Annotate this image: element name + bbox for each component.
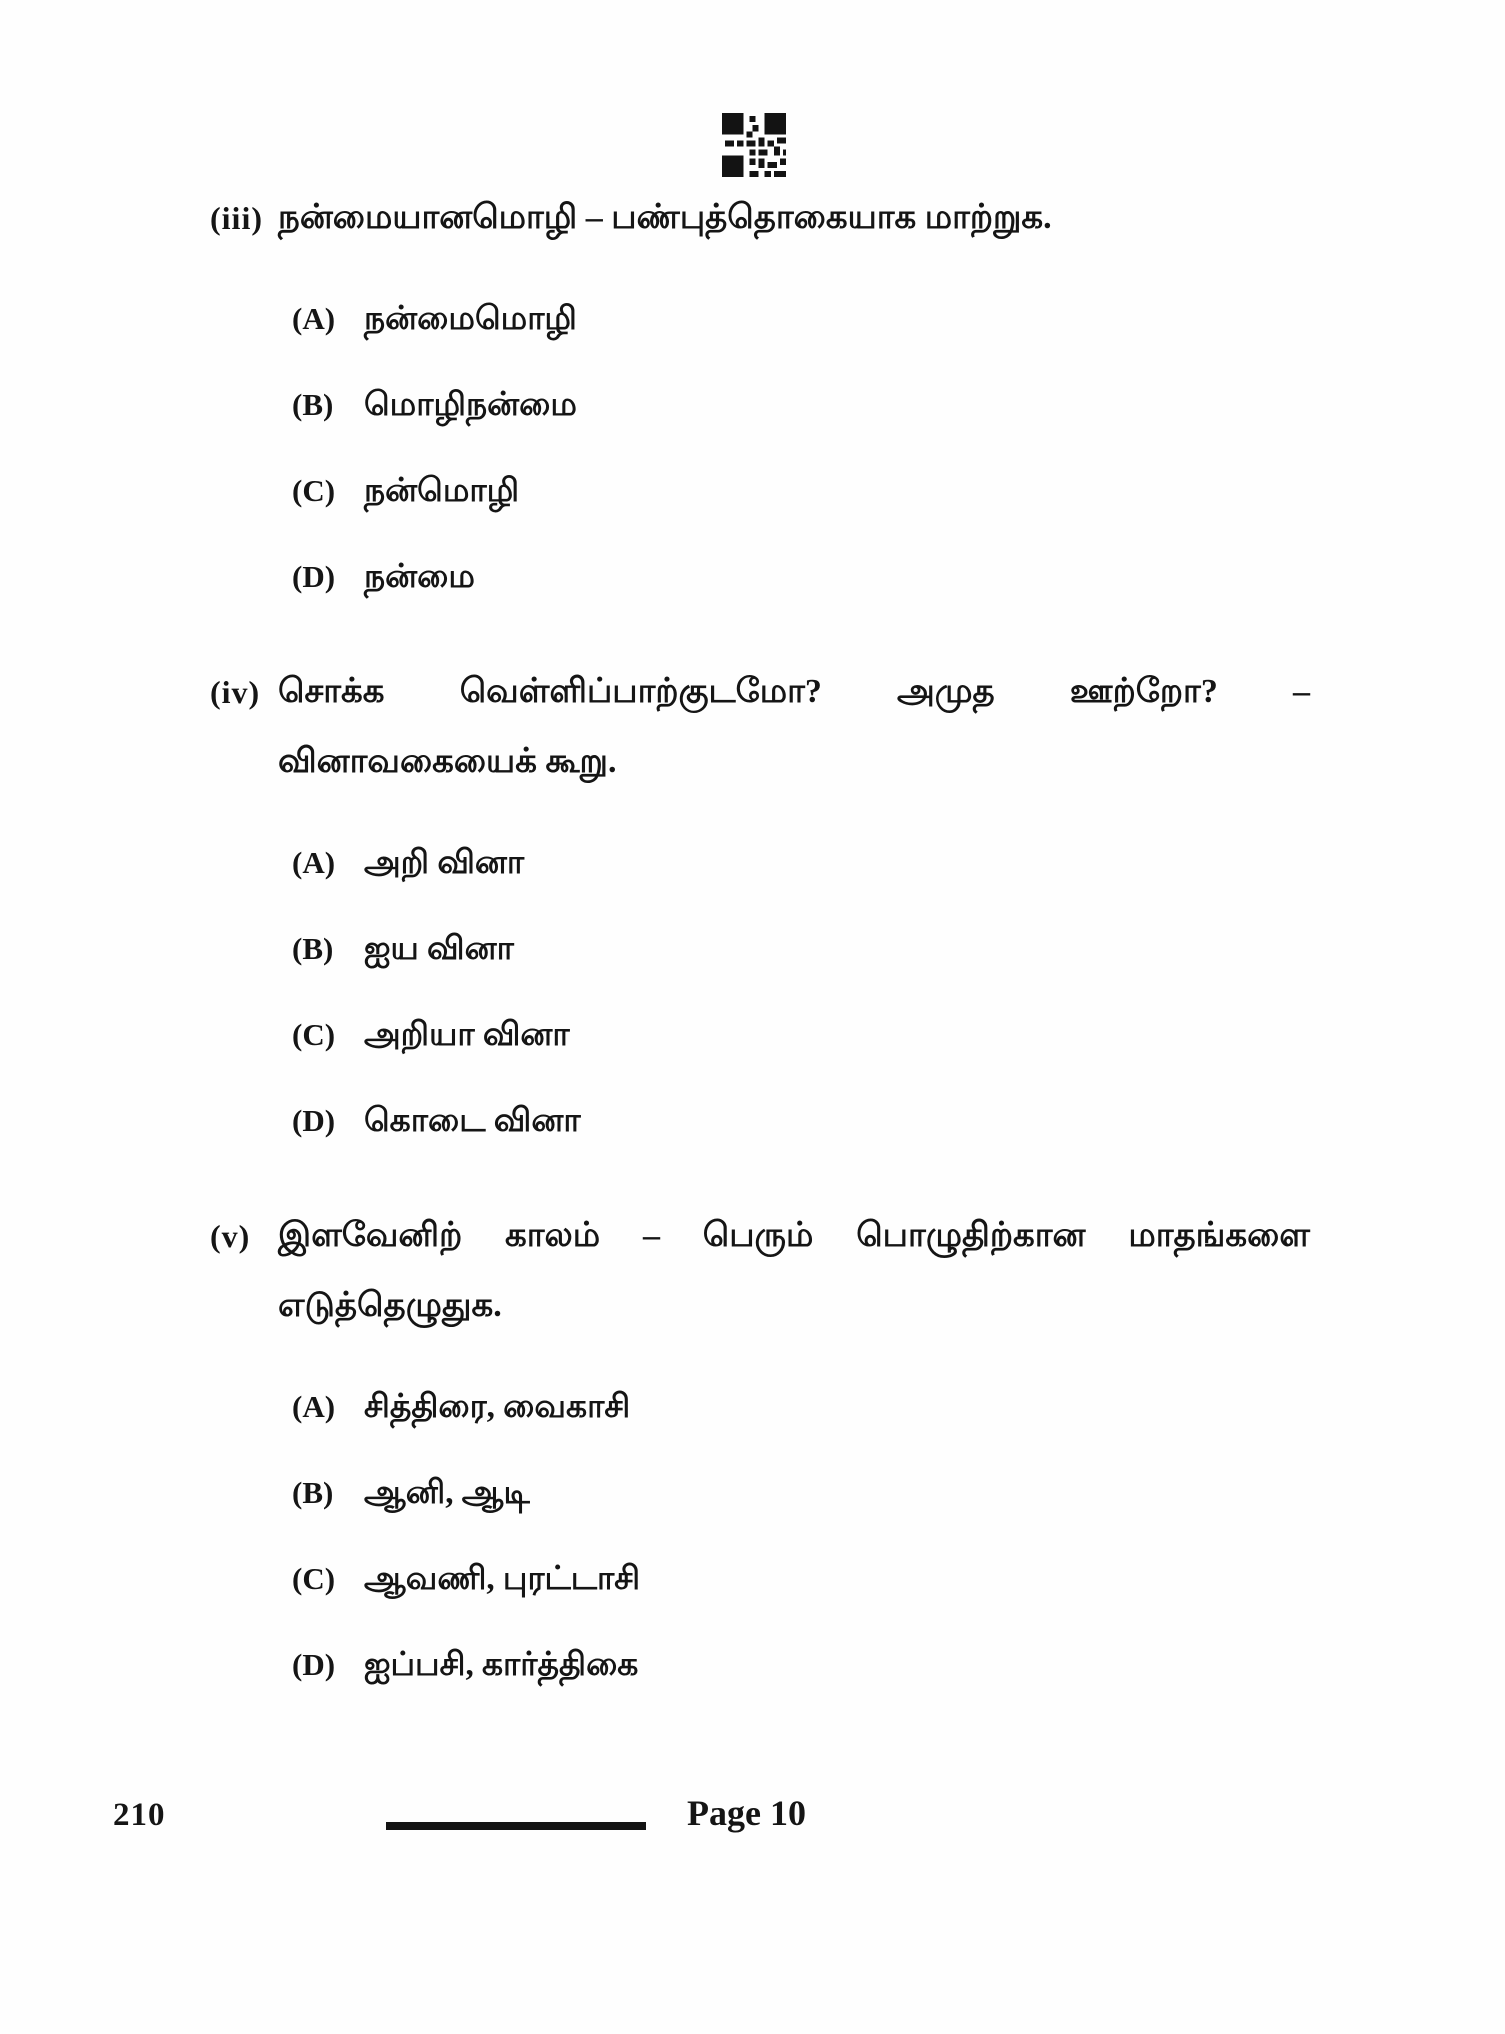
question-text-line: இளவேனிற் காலம் – பெரும் பொழுதிற்கான மாதங்களை <box>278 1217 1310 1254</box>
question-text-line: சொக்க வெள்ளிப்பாற்குடமோ? அமுத ஊற்றோ? – <box>278 673 1310 710</box>
qr-code <box>722 112 786 178</box>
option-text: ஆனி, ஆடி <box>364 1475 530 1511</box>
option-text: அறியா வினா <box>364 1017 570 1053</box>
question-head <box>210 657 1310 797</box>
option-label: (B) <box>292 931 334 966</box>
question-v <box>210 1201 1310 1685</box>
option-row-a <box>292 1387 1310 1427</box>
question-text-line: வினாவகையைக் கூறு. <box>278 743 617 780</box>
option-label: (C) <box>292 1017 336 1052</box>
option-row-c <box>292 1015 1310 1055</box>
option-text: நன்மொழி <box>364 473 520 509</box>
question-iii <box>210 183 1310 597</box>
option-row-c <box>292 1559 1310 1599</box>
option-text: அறி வினா <box>364 845 525 881</box>
options-list <box>292 1387 1310 1685</box>
option-row-a <box>292 299 1310 339</box>
options-list <box>292 843 1310 1141</box>
option-text: ஐய வினா <box>364 931 514 967</box>
page-number: Page 10 <box>687 1793 806 1833</box>
option-label: (A) <box>292 301 336 336</box>
option-label: (C) <box>292 1561 336 1596</box>
option-text: கொடை வினா <box>364 1103 581 1139</box>
footer-rule <box>386 1822 646 1830</box>
option-row-b <box>292 1473 1310 1513</box>
question-head <box>210 1201 1310 1341</box>
option-row-c <box>292 471 1310 511</box>
option-text: ஆவணி, புரட்டாசி <box>364 1561 641 1597</box>
option-text: நன்மைமொழி <box>364 301 577 337</box>
question-head <box>210 183 1310 253</box>
question-text <box>278 183 1310 253</box>
option-row-b <box>292 385 1310 425</box>
option-label: (A) <box>292 1389 336 1424</box>
paper-code: 210 <box>113 1797 166 1833</box>
option-text: மொழிநன்மை <box>364 387 577 423</box>
option-label: (C) <box>292 473 336 508</box>
question-text-line: எடுத்தெழுதுக. <box>278 1287 502 1324</box>
options-list <box>292 299 1310 597</box>
option-row-b <box>292 929 1310 969</box>
option-label: (B) <box>292 387 334 422</box>
option-text: சித்திரை, வைகாசி <box>364 1389 631 1425</box>
option-row-d <box>292 1645 1310 1685</box>
option-label: (D) <box>292 1103 336 1138</box>
option-row-a <box>292 843 1310 883</box>
questions-block <box>210 183 1310 1745</box>
question-text-line: நன்மையானமொழி – பண்புத்தொகையாக மாற்றுக. <box>278 199 1052 236</box>
option-label: (B) <box>292 1475 334 1510</box>
option-label: (A) <box>292 845 336 880</box>
question-text <box>278 657 1310 797</box>
question-number: (iv) <box>210 674 261 710</box>
question-number: (v) <box>210 1218 251 1254</box>
option-row-d <box>292 1101 1310 1141</box>
option-row-d <box>292 557 1310 597</box>
question-number: (iii) <box>210 200 263 236</box>
question-text <box>278 1201 1310 1341</box>
option-label: (D) <box>292 1647 336 1682</box>
option-text: நன்மை <box>364 559 475 595</box>
option-label: (D) <box>292 559 336 594</box>
question-iv <box>210 657 1310 1141</box>
option-text: ஐப்பசி, கார்த்திகை <box>364 1647 639 1683</box>
